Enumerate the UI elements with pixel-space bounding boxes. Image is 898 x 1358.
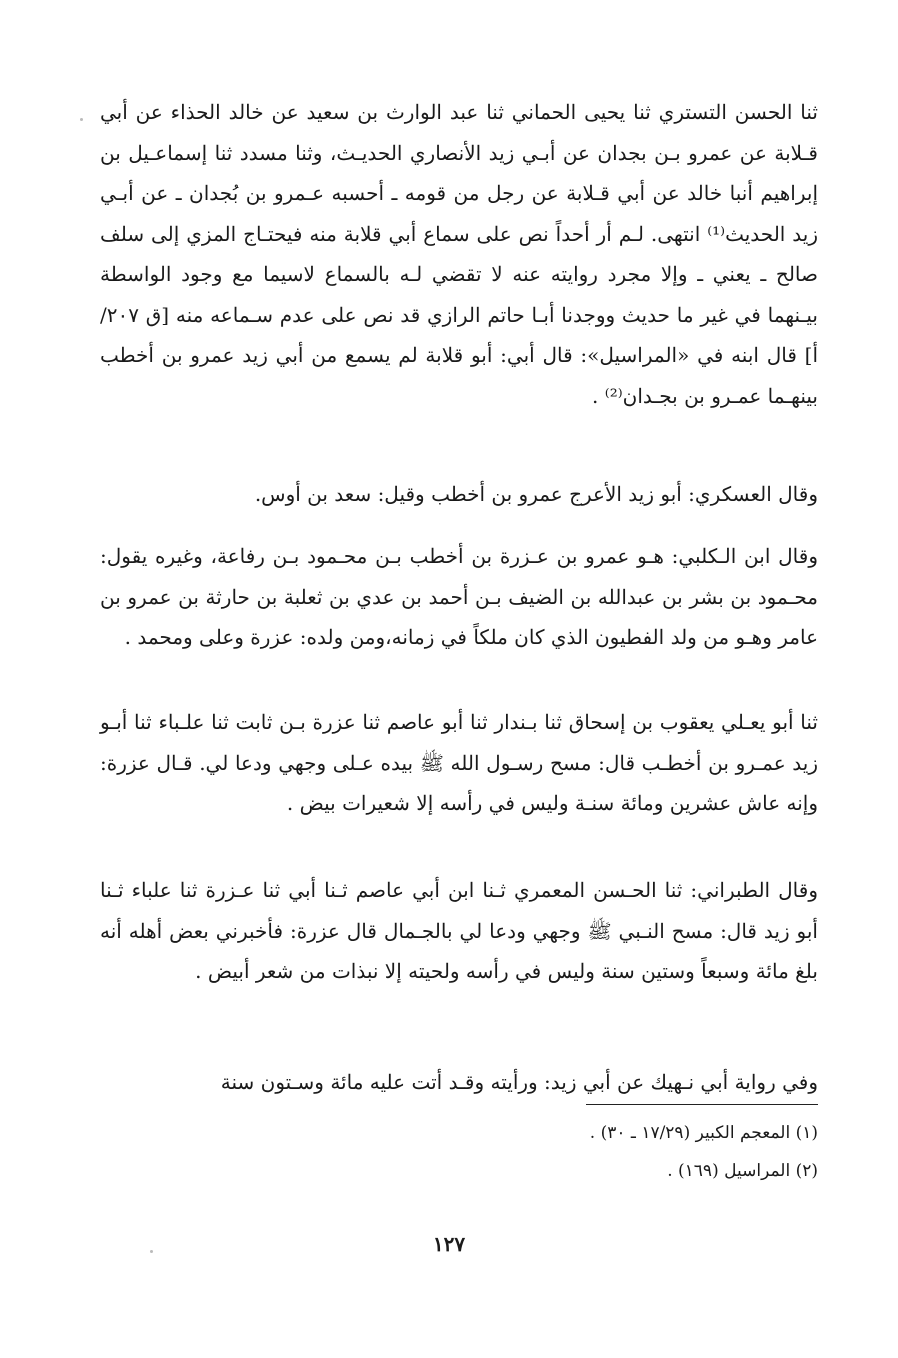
- scan-speck: [150, 1250, 153, 1253]
- footnotes: [100, 1114, 818, 1190]
- paragraph-askari: وقال العسكري: أبو زيد الأعرج عمرو بن أخطب وقيل: سعد بن أوس.: [254, 482, 818, 506]
- paragraph-ibn-kalbi: وقال ابن الـكلبي: هـو عمرو بن عـزرة بن أخطب بـن محـمود بـن رفاعة، وغيره يقول: محـمود بن بشر بن عبدالله بن الضيف بـن أحمد بن عدي بن ثعلبة بن حارثة بن عمرو بن عامر وهـو من ولد الفطيون الذي كان ملكاً في زمانه،ومن ولده: عزرة وعلى ومحمد .: [100, 544, 818, 649]
- paragraph-isnad-abu-qilaba: ثنا الحسن التستري ثنا يحيى الحماني ثنا عبد الوارث بن سعيد عن خالد الحذاء عن أبي قـلابة عن عمرو بـن بجدان عن أبـي زيد الأنصاري الحديـث، وثنا مسدد ثنا إسماعـيل بن إبراهيم أنبا خالد عن أبي قـلابة عن رجل من قومه ـ أحسبه عـمرو بن بُجدان ـ عن أبـي زيد الحديث⁽¹⁾ انتهى. لـم أر أحداً نص على سماع أبي قلابة منه فيحتـاج المزي إلى سلف صالح ـ يعني ـ وإلا مجرد روايته عنه لا تقضي لـه بالسماع لاسيما مع وجود الواسطة بيـنهما في غير ما حديث ووجدنا أبـا حاتم الرازي قد نص على عدم سـماعه منه [ق ٢٠٧/أ] قال ابنه في «المراسيل»: قال أبي: أبو قلابة لم يسمع من أبي زيد عمرو بن أخطب بينهـما عمـرو بن بجـدان⁽²⁾ .: [100, 100, 818, 408]
- footnote-2: (٢) المراسيل (١٦٩) .: [667, 1161, 818, 1181]
- footnote-1: (١) المعجم الكبير (١٧/٢٩ ـ ٣٠) .: [589, 1123, 818, 1143]
- paragraph-abu-yala: ثنا أبو يعـلي يعقوب بن إسحاق ثنا بـندار ثنا أبو عاصم ثنا عزرة بـن ثابت ثنا علـباء ثنا أبـو زيد عمـرو بن أخطـب قال: مسح رسـول الله ﷺ بيده عـلى وجهي ودعا لي. قـال عزرة: وإنه عاش عشرين ومائة سنـة وليس في رأسه إلا شعيرات بيض .: [100, 710, 818, 815]
- page-number: ١٢٧: [432, 1232, 466, 1256]
- footnote-divider: [586, 1104, 818, 1105]
- paragraph-abu-nahik: وفي رواية أبي نـهيك عن أبي زيد: ورأيته وقـد أتت عليه مائة وسـتون سنة: [220, 1070, 818, 1094]
- paragraph-tabarani: وقال الطبراني: ثنا الحـسن المعمري ثـنا ابن أبي عاصم ثـنا أبي ثنا عـزرة ثنا علباء ثـنا أبو زيد قال: مسح النـبي ﷺ وجهي ودعا لي بالجـمال قال عزرة: فأخبرني بعض أهله أنه بلغ مائة وسبعاً وستين سنة وليس في رأسه ولحيته إلا نبذات من شعر أبيض .: [100, 878, 818, 983]
- scan-speck: [80, 118, 83, 121]
